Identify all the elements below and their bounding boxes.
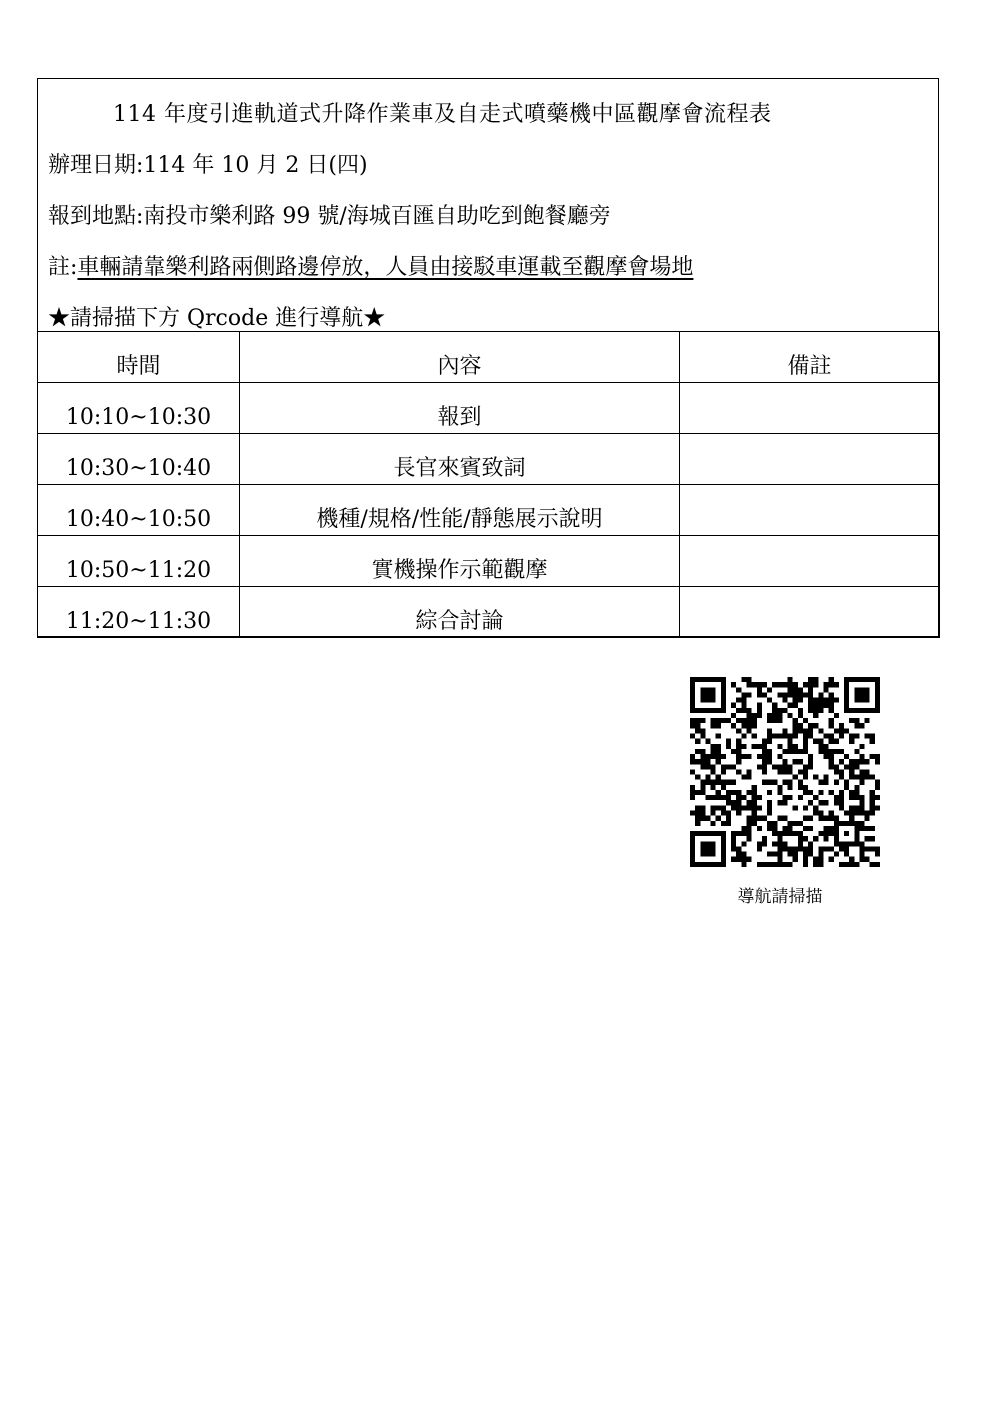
schedule-table <box>37 331 940 638</box>
qr-caption: 導航請掃描 <box>737 887 823 907</box>
table-row <box>38 536 940 587</box>
row-time: 10:10~10:30 <box>38 383 240 434</box>
note-text: 車輛請靠樂利路兩側路邊停放，人員由接駁車運載至觀摩會場地 <box>77 255 694 280</box>
check-in-location: 報到地點:南投市樂利路 99 號/海城百匯自助吃到飽餐廳旁 <box>48 204 611 229</box>
row-content: 長官來賓致詞 <box>240 434 680 485</box>
schedule-document <box>37 78 939 637</box>
row-remark <box>680 485 940 536</box>
qr-code-graphic <box>690 677 880 867</box>
table-row <box>38 434 940 485</box>
event-date: 辦理日期:114 年 10 月 2 日(四) <box>48 153 368 178</box>
table-row <box>38 485 940 536</box>
row-remark <box>680 587 940 638</box>
parking-note <box>48 254 693 282</box>
table-row <box>38 383 940 434</box>
row-remark <box>680 536 940 587</box>
row-time: 10:30~10:40 <box>38 434 240 485</box>
row-content: 綜合討論 <box>240 587 680 638</box>
row-time: 10:50~11:20 <box>38 536 240 587</box>
qr-instruction: ★請掃描下方 Qrcode 進行導航★ <box>48 306 386 331</box>
table-header-row <box>38 332 940 383</box>
row-time: 11:20~11:30 <box>38 587 240 638</box>
row-content: 實機操作示範觀摩 <box>240 536 680 587</box>
row-content: 機種/規格/性能/靜態展示說明 <box>240 485 680 536</box>
header-time: 時間 <box>38 332 240 383</box>
row-remark <box>680 434 940 485</box>
qr-code-icon[interactable] <box>690 677 880 867</box>
page-title: 114 年度引進軌道式升降作業車及自走式噴藥機中區觀摩會流程表 <box>113 102 772 127</box>
header-remark: 備註 <box>680 332 940 383</box>
row-remark <box>680 383 940 434</box>
table-row <box>38 587 940 638</box>
document-header <box>38 79 938 332</box>
row-time: 10:40~10:50 <box>38 485 240 536</box>
header-content: 內容 <box>240 332 680 383</box>
row-content: 報到 <box>240 383 680 434</box>
note-prefix: 註: <box>48 255 78 280</box>
